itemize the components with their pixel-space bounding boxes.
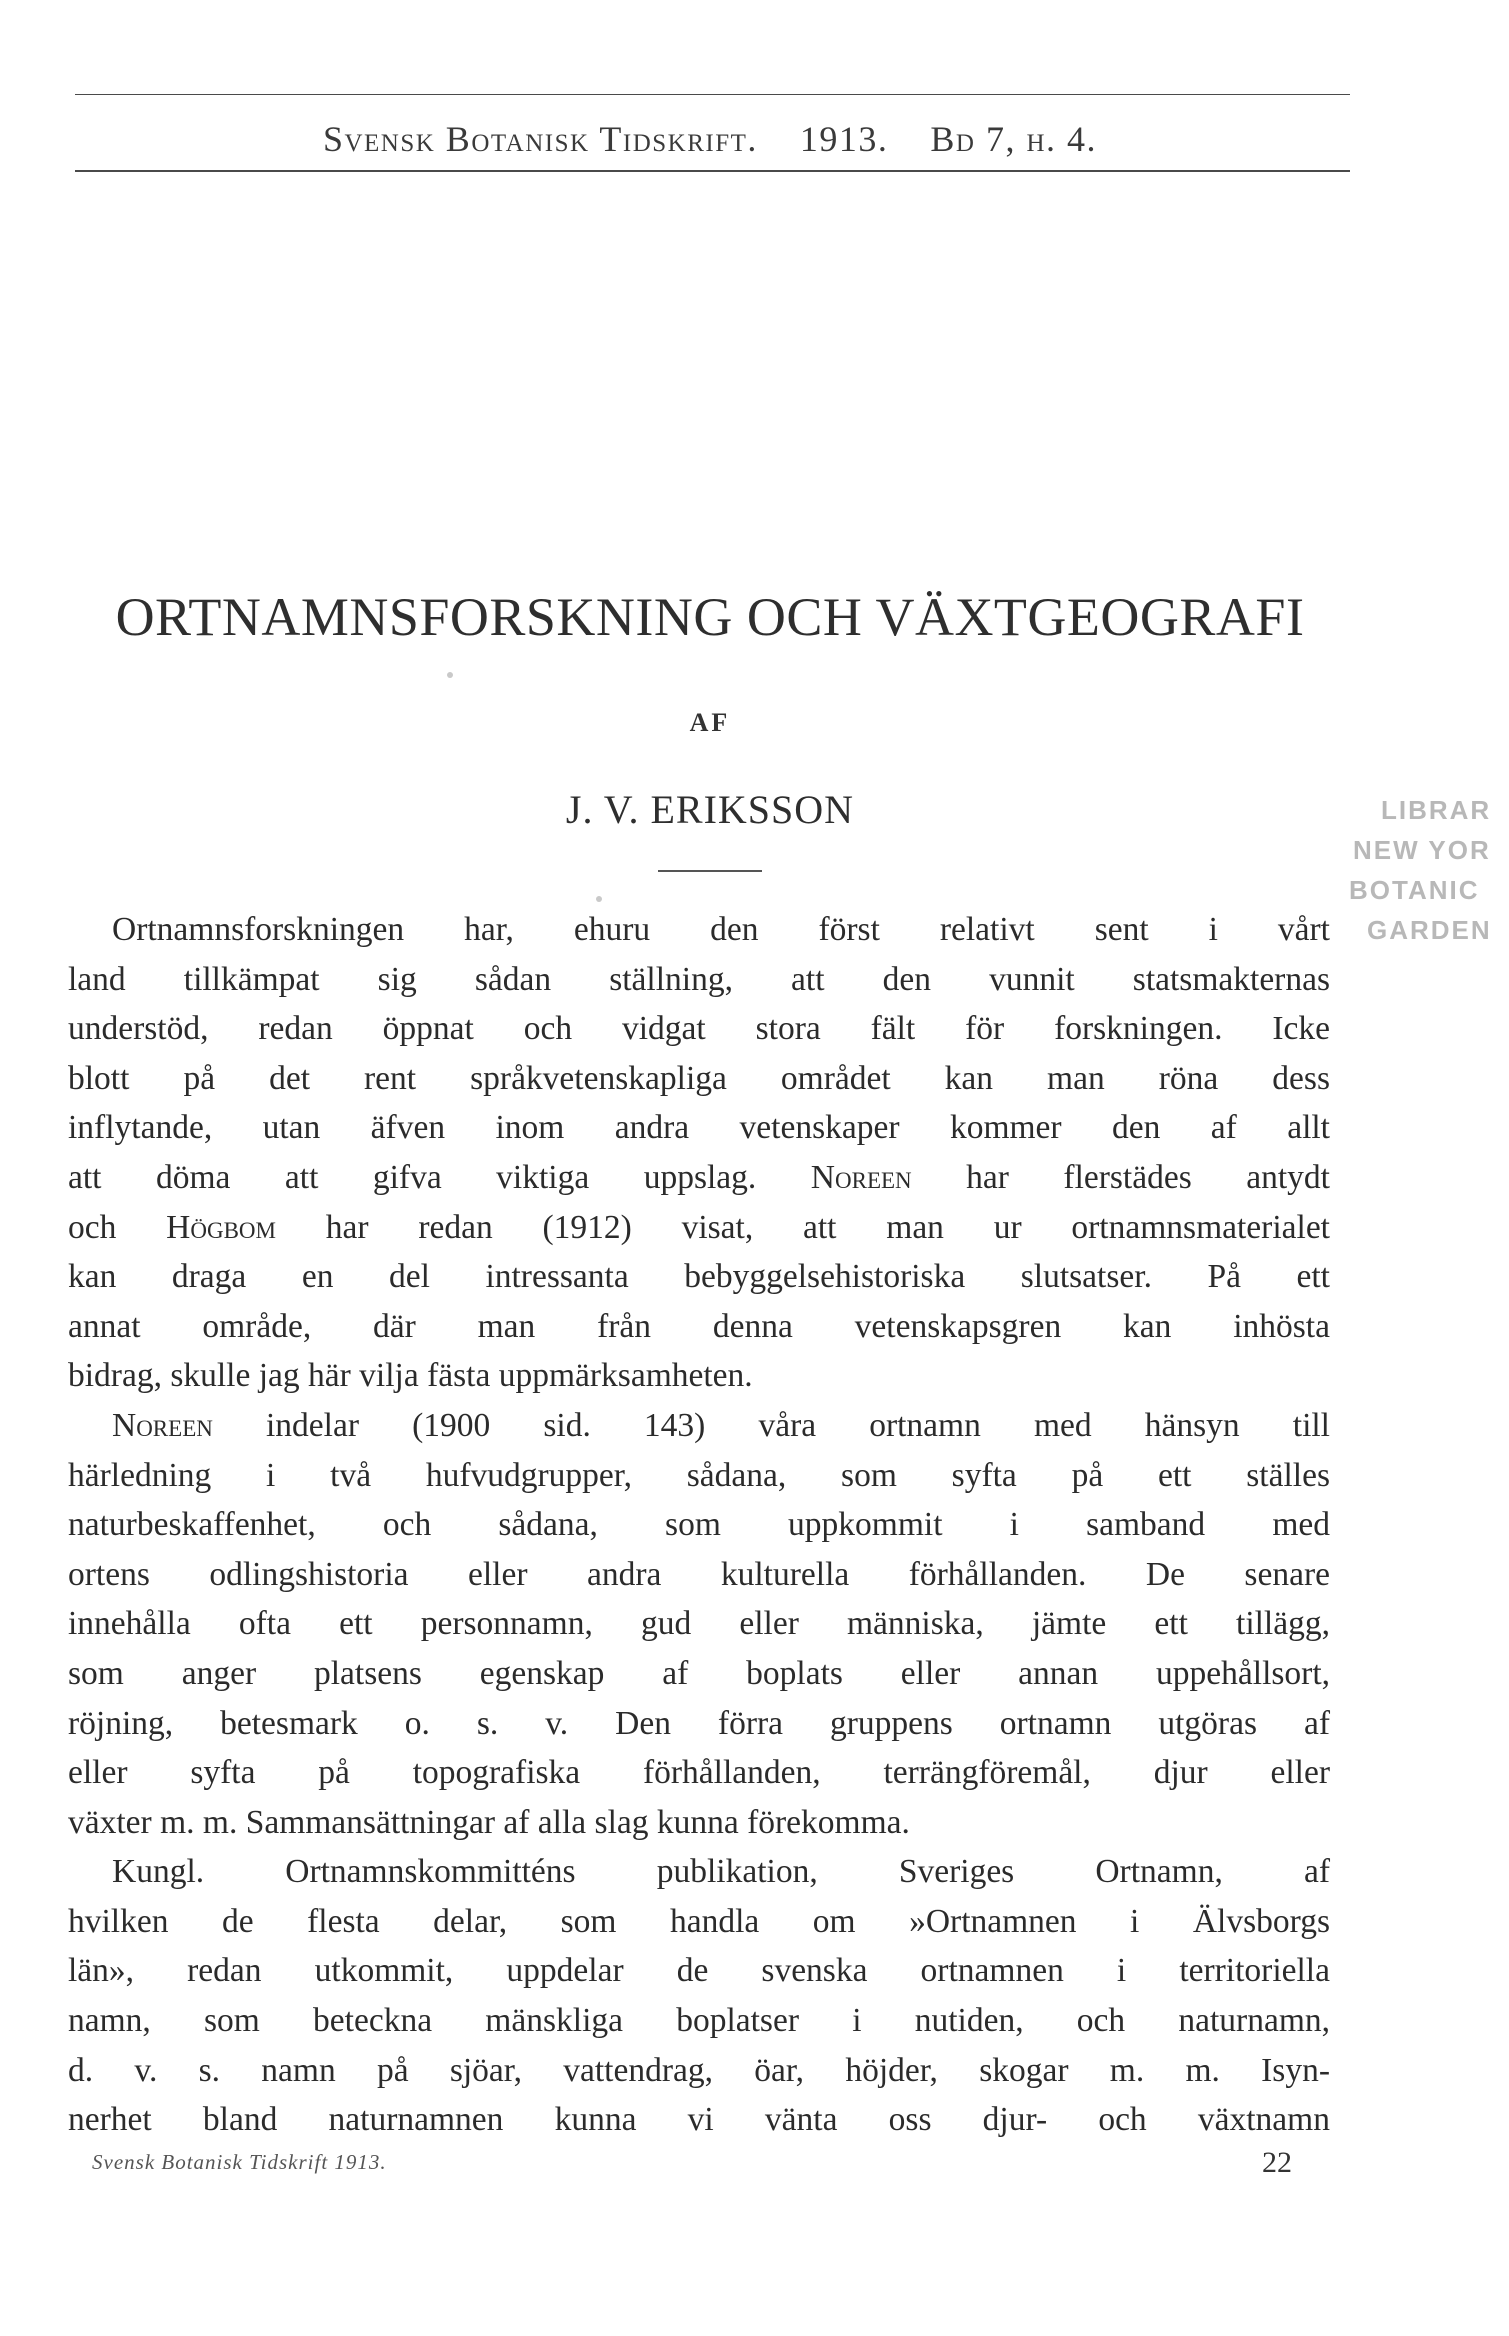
- speck-mark-2: [596, 896, 602, 902]
- header-issue: h. 4.: [1026, 119, 1098, 159]
- body-line: innehålla ofta ett personnamn, gud eller människa, jämte ett tillägg,: [68, 1605, 1330, 1643]
- body-line: nerhet bland naturnamnen kunna vi vänta oss djur- och växtnamn: [68, 2101, 1330, 2139]
- header-year: 1913.: [799, 119, 889, 159]
- stamp-line: LIBRAR: [1381, 795, 1492, 825]
- body-line: ortens odlingshistoria eller andra kulturella förhållanden. De senare: [68, 1555, 1330, 1593]
- page-number: 22: [1262, 2146, 1292, 2179]
- article-title: ORTNAMNSFORSKNING OCH VÄXTGEOGRAFI: [115, 587, 1305, 647]
- body-line: eller syfta på topografiska förhållanden, terrängföremål, djur eller: [68, 1754, 1330, 1792]
- body-line: växter m. m. Sammansättningar af alla slag kunna förekomma.: [68, 1803, 910, 1841]
- body-line: Kungl. Ortnamnskommitténs publikation, Sveriges Ortnamn, af: [112, 1853, 1330, 1891]
- body-line: blott på det rent språkvetenskapliga området kan man röna dess: [68, 1059, 1330, 1097]
- running-header: [75, 118, 1345, 160]
- stamp-line: BOTANIC: [1349, 875, 1480, 905]
- body-line: d. v. s. namn på sjöar, vattendrag, öar, höjder, skogar m. m. Isyn-: [68, 2051, 1330, 2089]
- body-line: bidrag, skulle jag här vilja fästa uppmärksamheten.: [68, 1357, 753, 1395]
- body-line: och Högbom har redan (1912) visat, att man ur ortnamnsmaterialet: [68, 1208, 1330, 1246]
- header-rule-top: [75, 94, 1350, 95]
- stamp-line: NEW YOR: [1353, 835, 1491, 865]
- body-line: hvilken de flesta delar, som handla om »Ortnamnen i Älvsborgs: [68, 1902, 1330, 1940]
- body-line: understöd, redan öppnat och vidgat stora fält för forskningen. Icke: [68, 1010, 1330, 1048]
- body-line: kan draga en del intressanta bebyggelsehistoriska slutsatser. På ett: [68, 1258, 1330, 1296]
- header-journal: Svensk Botanisk Tidskrift.: [322, 119, 758, 159]
- body-line: härledning i två hufvudgrupper, sådana, som syfta på ett ställes: [68, 1456, 1330, 1494]
- article-body: [68, 905, 1330, 2145]
- body-line: Ortnamnsforskningen har, ehuru den först relativt sent i vårt: [112, 911, 1330, 948]
- body-line: län», redan utkommit, uppdelar de svenska ortnamnen i territoriella: [68, 1952, 1330, 1990]
- body-line: namn, som beteckna mänskliga boplatser i nutiden, och naturnamn,: [68, 2002, 1330, 2040]
- body-line: land tillkämpat sig sådan ställning, att den vunnit statsmakternas: [68, 960, 1330, 998]
- body-line: annat område, där man från denna vetenskapsgren kan inhösta: [68, 1307, 1330, 1345]
- article-byline: AF: [689, 708, 731, 737]
- stamp-line: GARDEN: [1367, 915, 1492, 945]
- body-line: inflytande, utan äfven inom andra vetenskaper kommer den af allt: [68, 1109, 1330, 1147]
- footer-journal: Svensk Botanisk Tidskrift 1913.: [92, 2150, 387, 2174]
- header-rule-bottom: [75, 170, 1350, 172]
- body-line: röjning, betesmark o. s. v. Den förra gruppens ortnamn utgöras af: [68, 1704, 1330, 1742]
- body-line: Noreen indelar (1900 sid. 143) våra ortnamn med hänsyn till: [112, 1406, 1330, 1444]
- body-line: att döma att gifva viktiga uppslag. Noreen har flerstädes antydt: [68, 1158, 1330, 1196]
- author-divider: [658, 870, 762, 872]
- article-author: J. V. ERIKSSON: [565, 787, 855, 832]
- speck-mark: [447, 672, 453, 678]
- body-line: som anger platsens egenskap af boplats eller annan uppehållsort,: [68, 1654, 1330, 1692]
- header-volume: Bd 7,: [930, 119, 1016, 159]
- body-line: naturbeskaffenhet, och sådana, som uppkommit i samband med: [68, 1506, 1330, 1544]
- library-stamp: [1345, 790, 1509, 950]
